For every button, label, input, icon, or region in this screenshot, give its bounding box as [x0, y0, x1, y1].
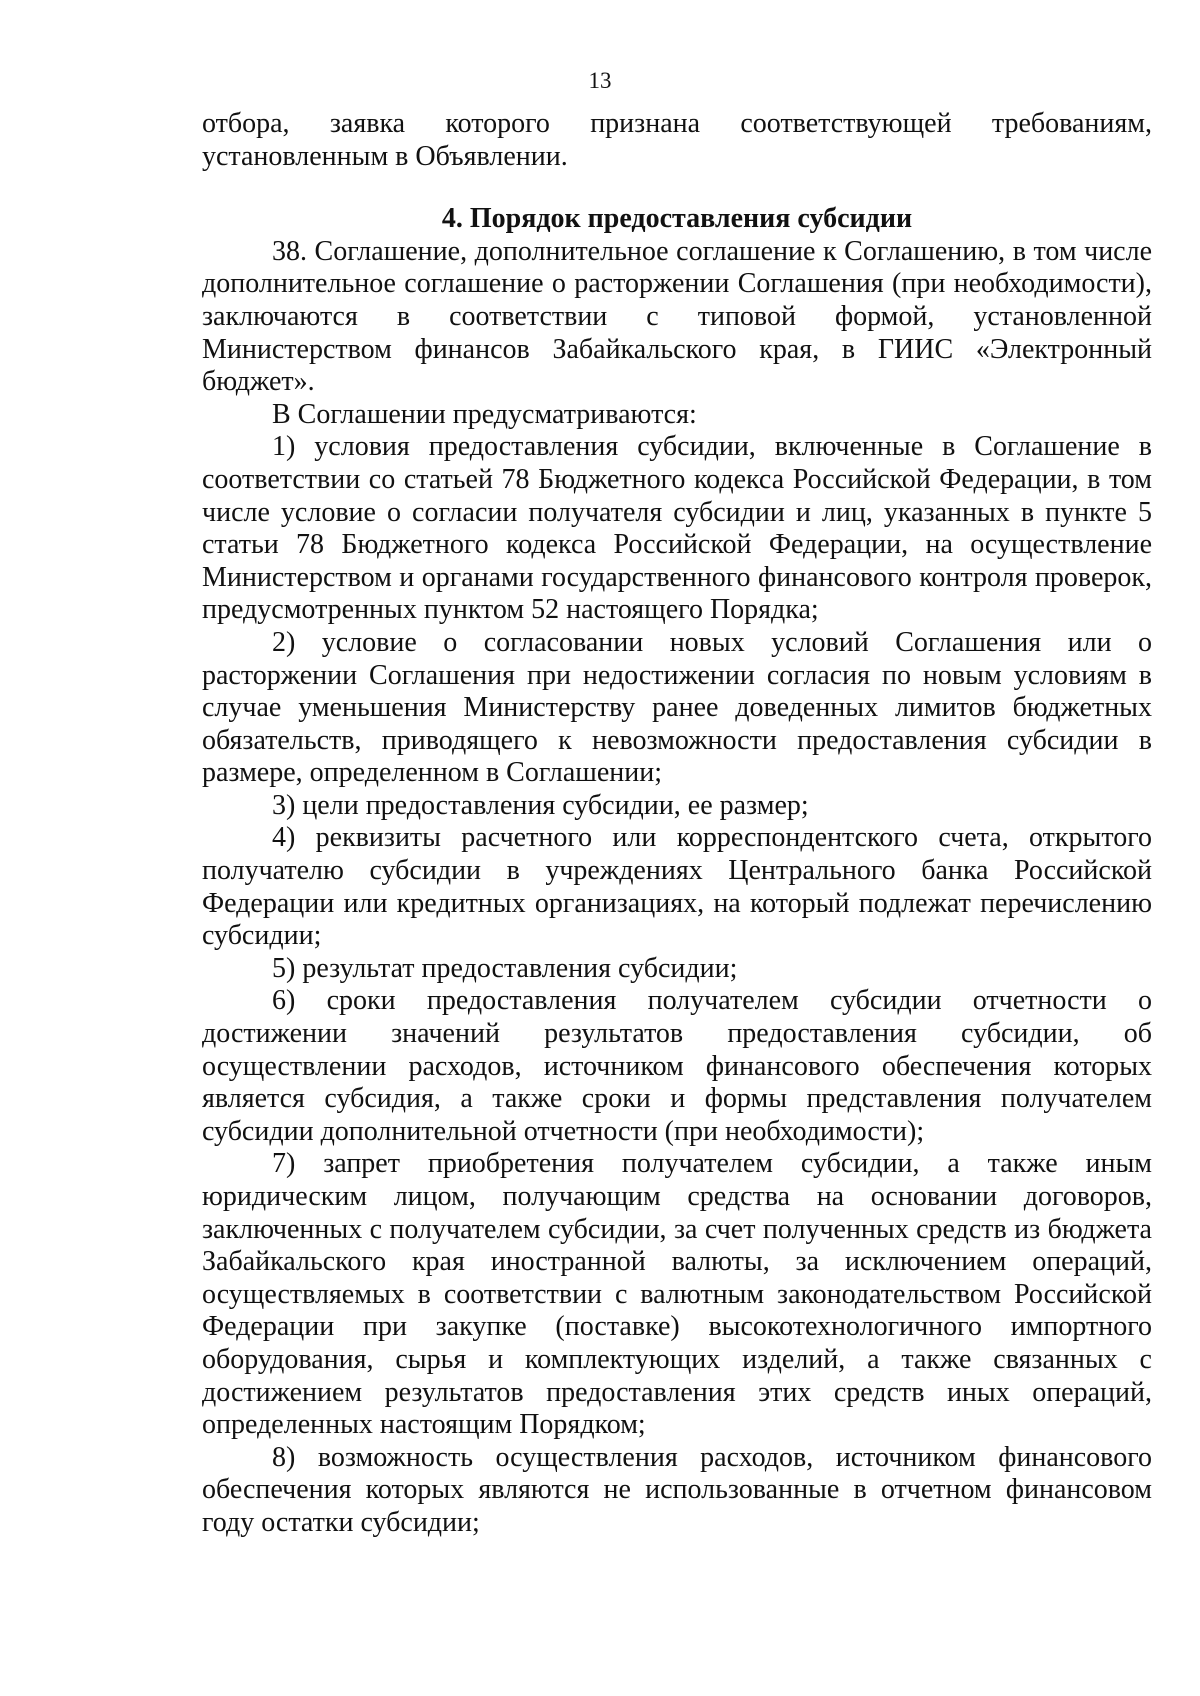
list-item-5: 5) результат предоставления субсидии; — [272, 952, 738, 984]
list-item-1: 1) условия предоставления субсидии, включенные в Соглашение в соответствии со статьей 78 Бюджетного кодекса Российской Федерации, в том числе условие о согласии получателя субсидии и лиц, указанных в пункте 5 статьи 78 Бюджетного кодекса Российской Федерации, на осуществление Министерством и органами государственного финансового контроля проверок, предусмотренных пунктом 52 настоящего Порядка; — [202, 431, 1152, 626]
list-item-3: 3) цели предоставления субсидии, ее размер; — [272, 789, 809, 821]
continuation-paragraph: отбора, заявка которого признана соответствующей требованиям, установленным в Объявлении. — [202, 108, 1152, 172]
page-number: 13 — [588, 68, 612, 93]
document-body — [202, 108, 1152, 1540]
list-item-6: 6) сроки предоставления получателем субсидии отчетности о достижении значений результатов предоставления субсидии, об осуществлении расходов, источником финансового обеспечения которых является субсидия, а также сроки и формы представления получателем субсидии дополнительной отчетности (при необходимости); — [202, 985, 1152, 1147]
paragraph-38: 38. Соглашение, дополнительное соглашение к Соглашению, в том числе дополнительное соглашение о расторжении Соглашения (при необходимости), заключаются в соответствии с типовой формой, установленной Министерством финансов Забайкальского края, в ГИИС «Электронный бюджет». — [202, 235, 1152, 398]
list-item-4: 4) реквизиты расчетного или корреспондентского счета, открытого получателю субсидии в учреждениях Центрального банка Российской Федерации или кредитных организациях, на который подлежат перечислению субсидии; — [202, 822, 1152, 952]
list-item-8: 8) возможность осуществления расходов, источником финансового обеспечения которых являются не использованные в отчетном финансовом году остатки субсидии; — [202, 1441, 1152, 1538]
list-item-7: 7) запрет приобретения получателем субсидии, а также иным юридическим лицом, получающим средства на основании договоров, заключенных с получателем субсидии, за счет полученных средств из бюджета Забайкальского края иностранной валюты, за исключением операций, осуществляемых в соответствии с валютным законодательством Российской Федерации при закупке (поставке) высокотехнологичного импортного оборудования, сырья и комплектующих изделий, а также связанных с достижением результатов предоставления этих средств иных операций, определенных настоящим Порядком; — [202, 1148, 1152, 1441]
list-item-2: 2) условие о согласовании новых условий Соглашения или о расторжении Соглашения при недостижении согласия по новым условиям в случае уменьшения Министерству ранее доведенных лимитов бюджетных обязательств, приводящего к невозможности предоставления субсидии в размере, определенном в Соглашении; — [202, 626, 1152, 789]
agreement-intro: В Соглашении предусматриваются: — [272, 398, 697, 430]
section-heading: 4. Порядок предоставления субсидии — [441, 203, 913, 235]
